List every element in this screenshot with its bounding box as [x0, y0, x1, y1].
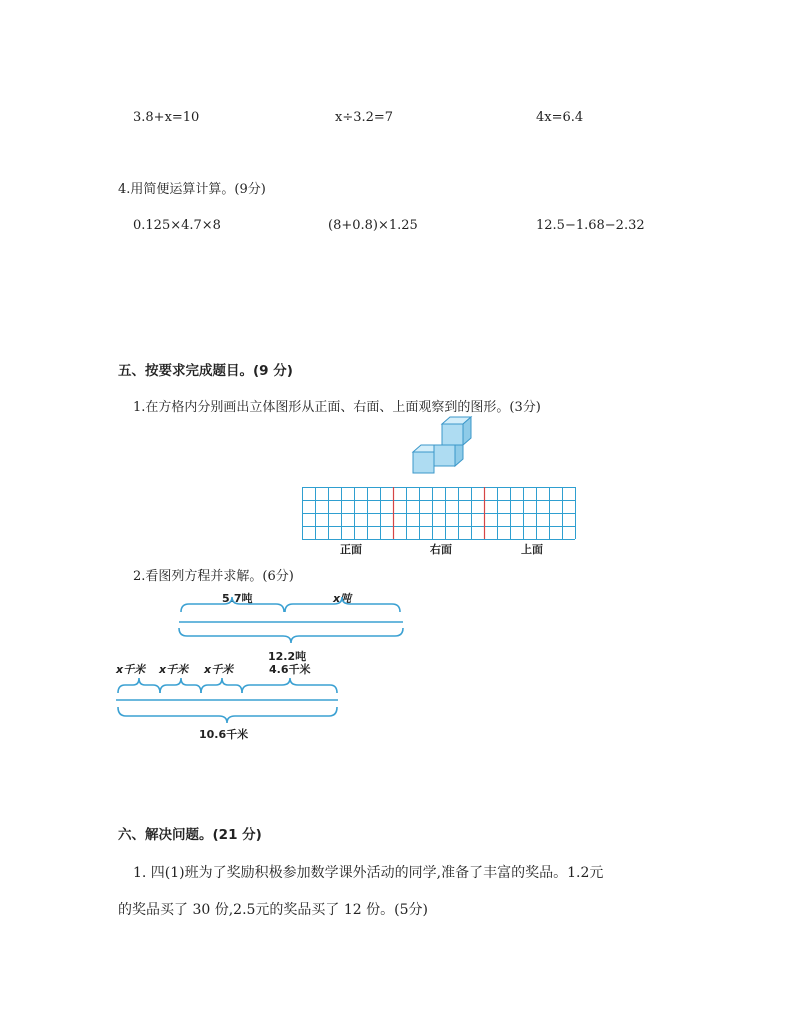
grid-label-top: 上面	[521, 543, 543, 556]
d1-right-label: x吨	[333, 592, 352, 605]
d2-seg-2-label: x千米	[159, 663, 189, 676]
d2-seg-1-label: x千米	[116, 663, 146, 676]
d2-seg-4-label: 4.6千米	[269, 663, 311, 676]
d2-total-label: 10.6千米	[199, 728, 249, 741]
q4-item-2: (8+0.8)×1.25	[328, 218, 418, 233]
d1-total-label: 12.2吨	[268, 650, 307, 663]
equation-2: x÷3.2=7	[335, 110, 394, 125]
grid-label-right: 右面	[430, 543, 452, 556]
equation-3: 4x=6.4	[536, 110, 584, 125]
section-6-title: 六、解决问题。(21 分)	[118, 827, 262, 843]
q4-item-1: 0.125×4.7×8	[133, 218, 221, 233]
equation-1: 3.8+x=10	[133, 110, 200, 125]
grid-label-front: 正面	[340, 543, 362, 556]
sec5-q1-text: 1.在方格内分别画出立体图形从正面、右面、上面观察到的图形。(3分)	[133, 400, 541, 415]
d1-left-label: 5.7吨	[222, 592, 253, 605]
sec6-q1-line-1: 1. 四(1)班为了奖励积极参加数学课外活动的同学,准备了丰富的奖品。1.2元	[133, 865, 604, 881]
sec5-q2-text: 2.看图列方程并求解。(6分)	[133, 569, 294, 584]
d2-seg-3-label: x千米	[204, 663, 234, 676]
sec6-q1-line-2: 的奖品买了 30 份,2.5元的奖品买了 12 份。(5分)	[118, 902, 428, 918]
q4-title: 4.用简便运算计算。(9分)	[118, 182, 266, 197]
q4-item-3: 12.5−1.68−2.32	[536, 218, 645, 233]
section-5-title: 五、按要求完成题目。(9 分)	[118, 363, 293, 379]
